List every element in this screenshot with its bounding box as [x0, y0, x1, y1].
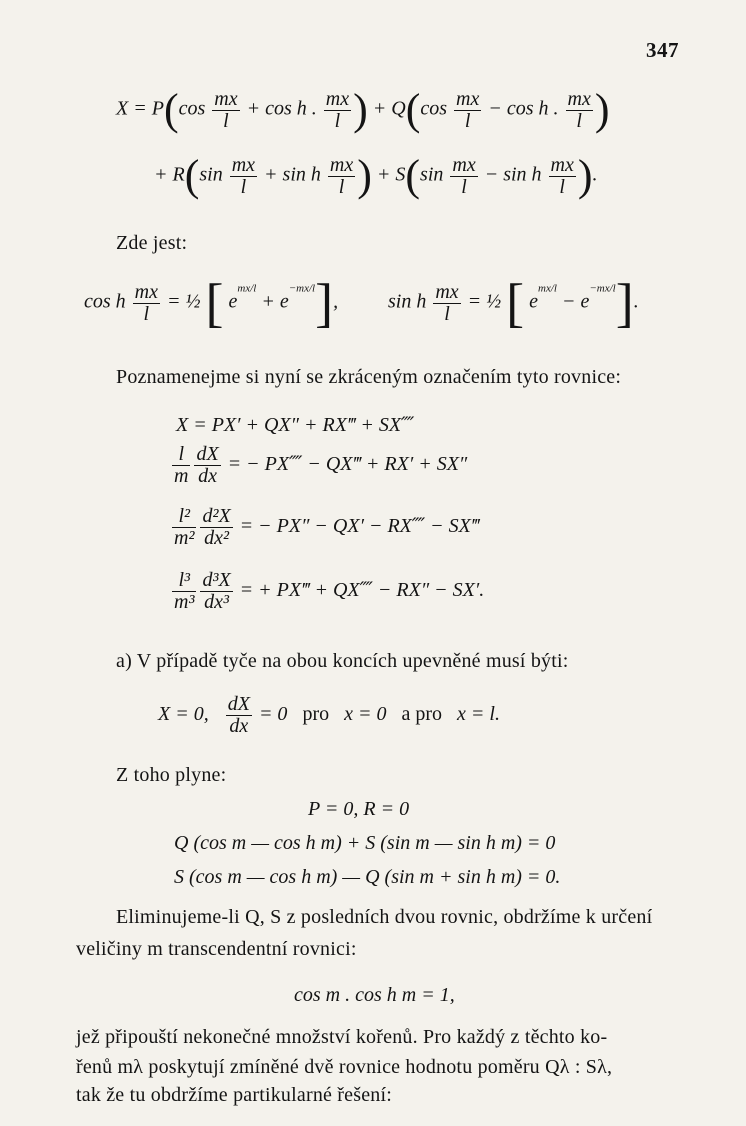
- text-end-3: tak že tu obdržíme partikularné řešení:: [76, 1084, 393, 1106]
- equation-main-line1: X = P(cos $\frac{mx}{l}$ + cos h . $\frac{mx}{l}$ ) + Q(cos $\frac{mx}{l}$ − cos h . $\frac{mx}{l}$ ): [116, 85, 610, 134]
- equation-transcendent: cos m . cos h m = 1,: [294, 984, 455, 1006]
- page-number: 347: [646, 38, 679, 62]
- equation-system-3: $\frac{\text{l²}}{\text{m²}}$ $\frac{\text{d²X}}{\text{dx²}}$ = − PX″ − QX′ − RX⁗ − SX‴: [174, 505, 480, 549]
- equation-boundary-conditions: X = 0, $\frac{dX}{dx}$ = 0 pro x = 0 a pro x = l.: [158, 693, 500, 737]
- equation-s: S (cos m — cos h m) — Q (sin m + sin h m) = 0.: [174, 866, 561, 888]
- equation-q: Q (cos m — cos h m) + S (sin m — sin h m) = 0: [174, 832, 556, 854]
- text-eliminujeme-1: Eliminujeme-li Q, S z posledních dvou rovnic, obdržíme k určení: [116, 906, 653, 928]
- equation-system-4: $\frac{\text{l³}}{\text{m³}}$ $\frac{\text{d³X}}{\text{dx³}}$ = + PX‴ + QX⁗ − RX″ − SX′.: [174, 569, 485, 613]
- equation-sinh-definition: sin h $\frac{mx}{l}$ = ½ [ $e^{mx/l} - e^{-mx/l}$].: [388, 273, 639, 333]
- equation-system-1: X = PX′ + QX″ + RX‴ + SX⁗: [176, 414, 415, 436]
- text-zde-jest: Zde jest:: [116, 232, 188, 254]
- text-end-1: jež připouští nekonečné množství kořenů. Pro každý z těchto ko-: [76, 1026, 608, 1048]
- text-z-toho: Z toho plyne:: [116, 764, 227, 786]
- text-eliminujeme-2: veličiny m transcendentní rovnici:: [76, 938, 357, 960]
- text-end-2: řenů mλ poskytují zmíněné dvě rovnice hodnotu poměru Qλ : Sλ,: [76, 1056, 613, 1078]
- text-poznamenejme: Poznamenejme si nyní se zkráceným označením tyto rovnice:: [116, 366, 622, 388]
- text-case-a: a) V případě tyče na obou koncích upevněné musí býti:: [116, 650, 569, 672]
- equation-main-line2: + R(sin $\frac{mx}{l}$ + sin h $\frac{mx}{l}$ ) + S(sin $\frac{mx}{l}$ − sin h $\frac{mx}{l}$ ).: [154, 151, 598, 200]
- equation-system-2: $\frac{l}{m}$ $\frac{dX}{dx}$ = − PX⁗ − QX‴ + RX′ + SX″: [174, 443, 468, 487]
- equation-cosh-definition: cos h $\frac{mx}{l}$ = ½ [ $e^{mx/l} + e^{-mx/l}$],: [84, 273, 339, 333]
- equation-p-r: P = 0, R = 0: [308, 798, 410, 820]
